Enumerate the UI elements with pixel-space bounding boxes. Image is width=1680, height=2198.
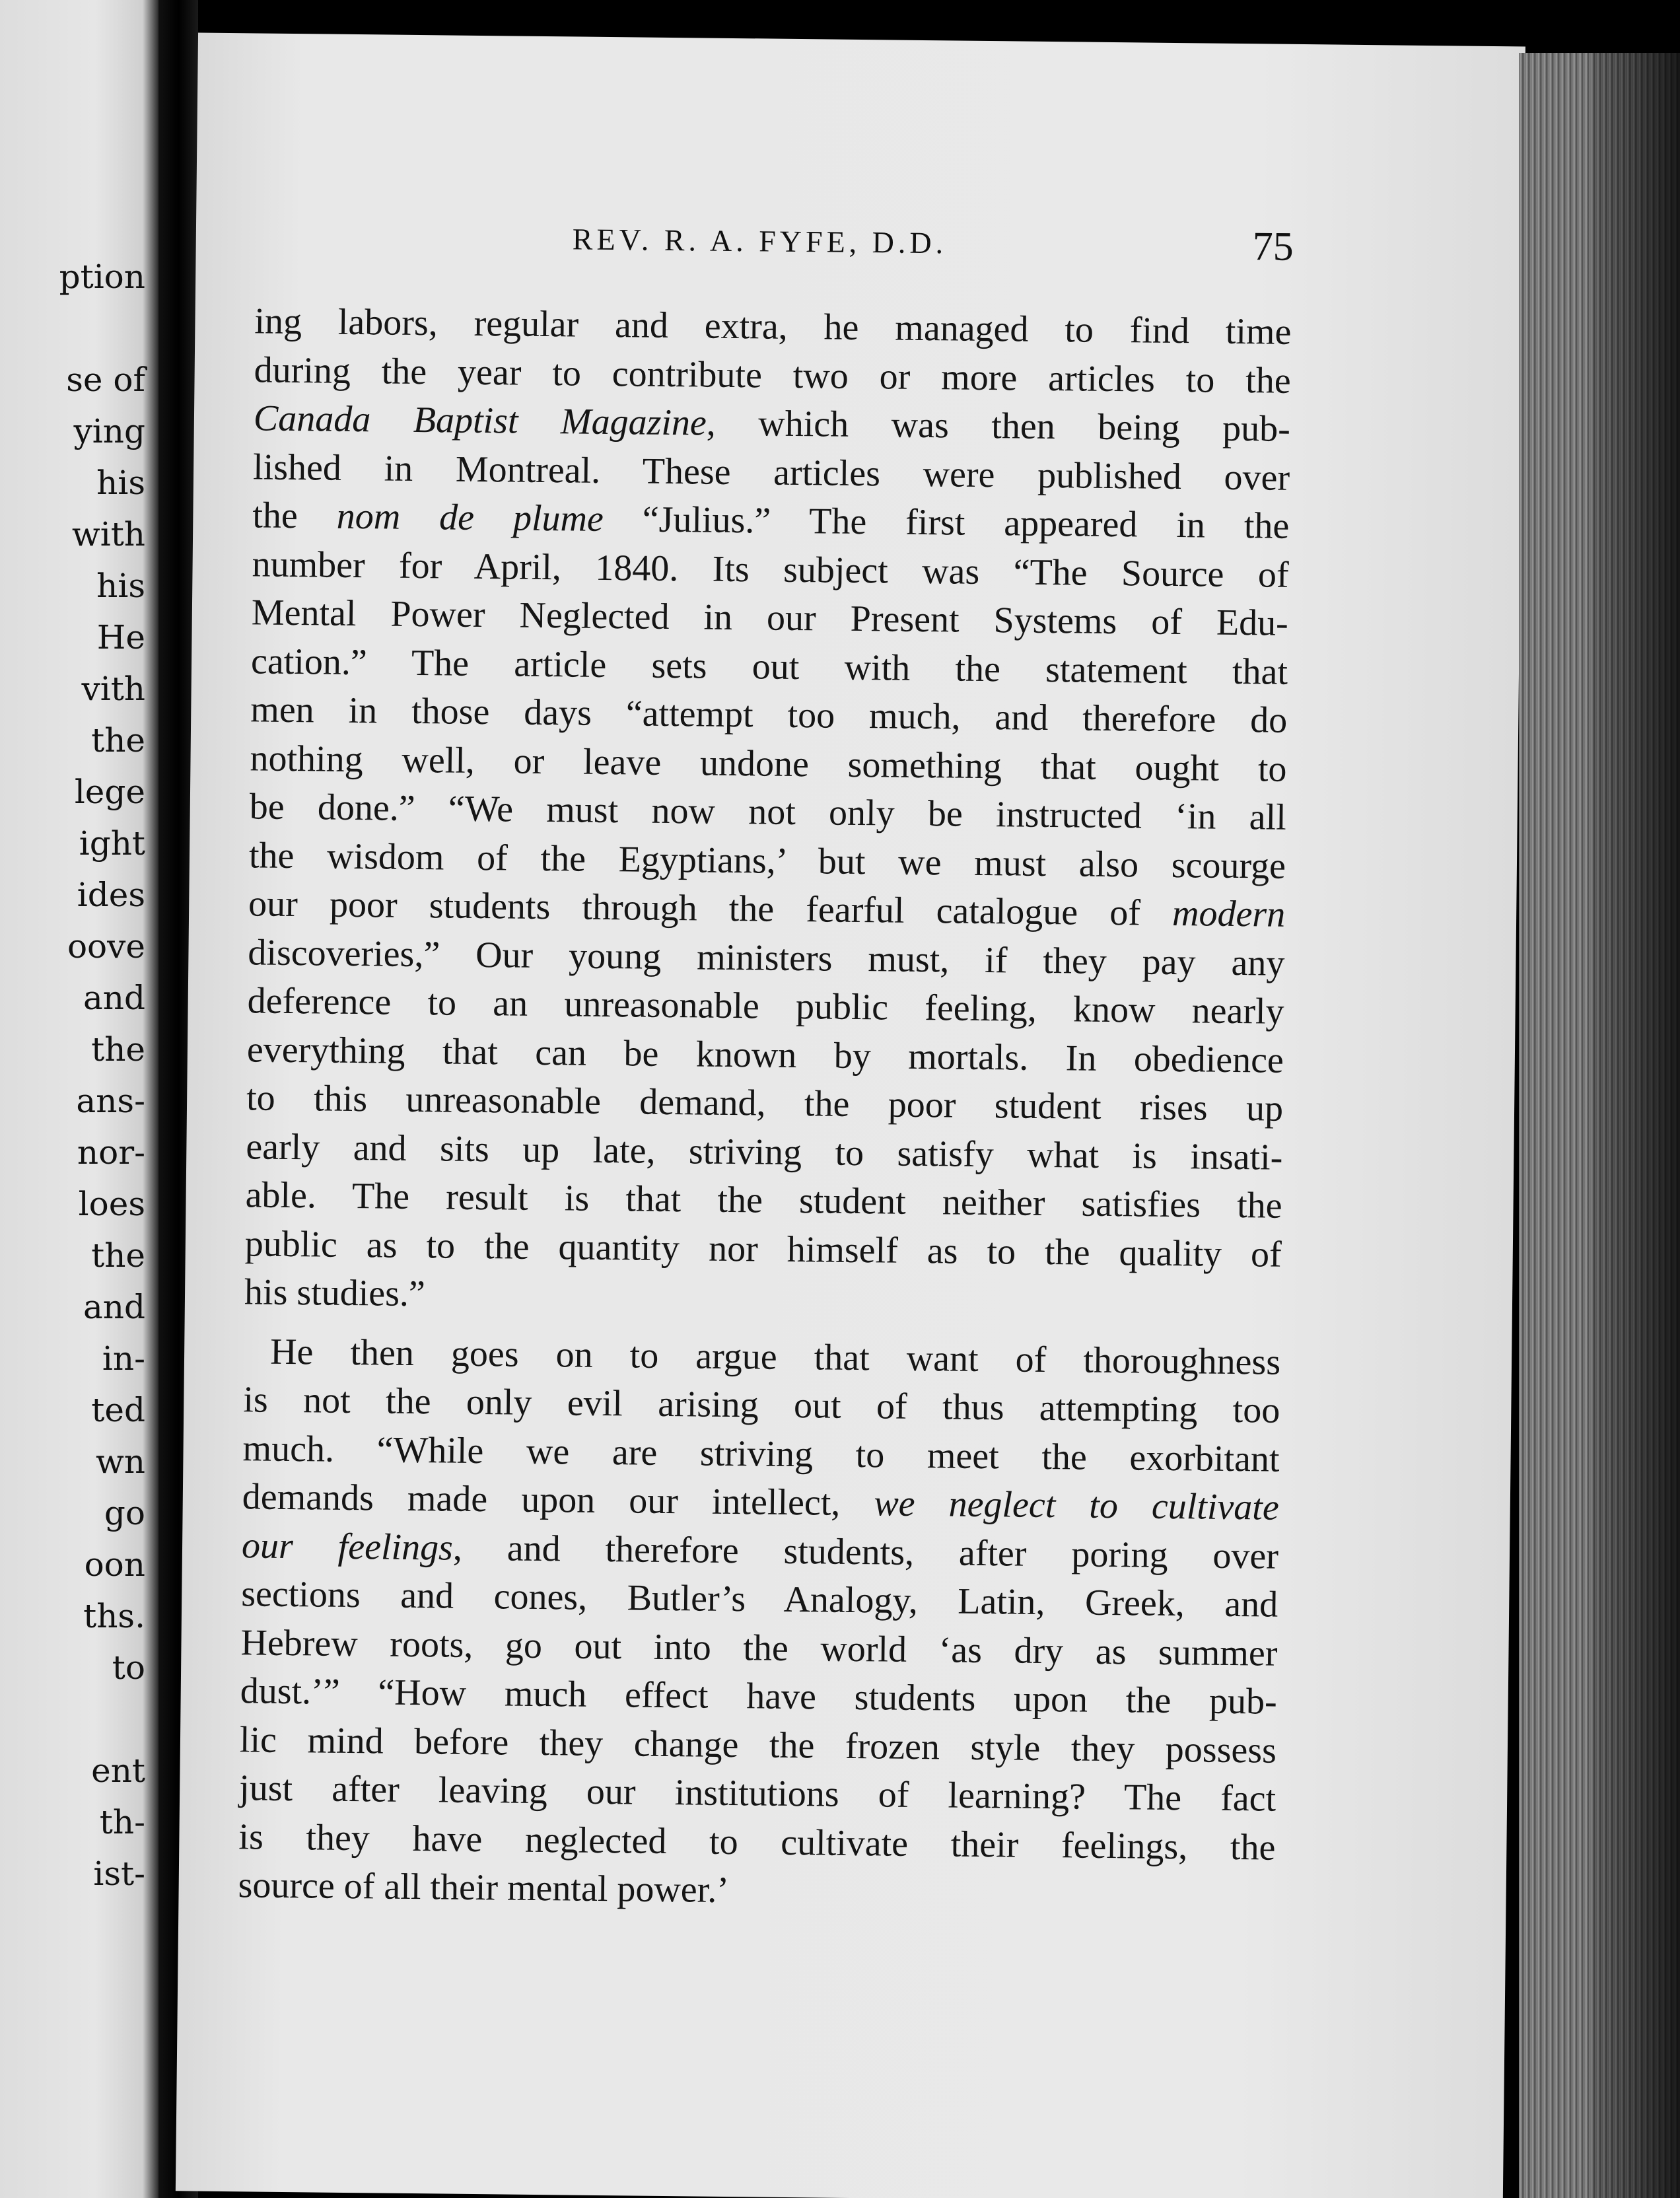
left-page-line-fragment: ans- (76, 1082, 145, 1120)
text-line: everything that can be known by mortals. In obedience (246, 1028, 1284, 1081)
text-line: our poor students through the fearful catalogue of modern (248, 883, 1286, 935)
previous-page-fragment (0, 0, 158, 2198)
left-page-line-fragment: and (83, 979, 145, 1017)
left-page-line-fragment: the (91, 721, 145, 760)
left-page-line-fragment: ption (59, 258, 145, 296)
text-line: public as to the quantity nor himself as to the quality of (244, 1223, 1282, 1275)
page-body (238, 297, 1291, 1921)
text-line: He then goes on to argue that want of thoroughness (269, 1331, 1281, 1383)
left-page-line-fragment: and (83, 1288, 145, 1326)
text-line: sections and cones, Butler’s Analogy, Latin, Greek, and (240, 1573, 1278, 1625)
left-page-line-fragment: his (96, 567, 145, 605)
left-page-line-fragment: lege (74, 773, 145, 811)
left-page-line-fragment: with (71, 515, 145, 553)
left-page-line-fragment: to (112, 1648, 145, 1687)
left-page-line-fragment: his (96, 464, 145, 502)
text-line: his studies.” (244, 1271, 426, 1315)
text-line: cation.” The article sets out with the statement that (250, 640, 1288, 693)
text-line: is they have neglected to cultivate their feelings, the (238, 1816, 1276, 1868)
text-line: just after leaving our institutions of learning? The fact (238, 1767, 1277, 1820)
text-line: the wisdom of the Egyptians,’ but we must also scourge (248, 834, 1286, 887)
running-head: REV. R. A. FYFE, D.D. (572, 222, 948, 260)
text-line: deference to an unreasonable public feeling, know nearly (247, 980, 1284, 1032)
text-line: is not the only evil arising out of thus attempting too (243, 1379, 1280, 1431)
text-line: to this unreasonable demand, the poor student rises up (246, 1077, 1284, 1129)
left-page-line-fragment: ted (91, 1391, 145, 1429)
text-line: ing labors, regular and extra, he managed to find time (254, 301, 1292, 353)
paragraph-1 (244, 297, 1292, 1328)
text-line: discoveries,” Our young ministers must, if they pay any (248, 931, 1285, 984)
left-page-line-fragment: wn (96, 1442, 145, 1481)
left-page-line-fragment: ight (79, 824, 145, 863)
text-line: much. “While we are striving to meet the exorbitant (242, 1427, 1280, 1480)
page-number: 75 (1252, 224, 1294, 269)
text-line: the nom de plume “Julius.” The first appeared in the (252, 495, 1290, 547)
text-line: Hebrew roots, go out into the world ‘as dry as summer (240, 1621, 1278, 1674)
left-page-line-fragment: loes (78, 1185, 145, 1223)
book-fore-edge-shadow (1592, 53, 1680, 2198)
text-line: dust.’” “How much effect have students upon the pub- (240, 1670, 1278, 1722)
text-line: source of all their mental power.’ (238, 1864, 730, 1911)
left-page-line-fragment: vith (81, 670, 145, 708)
text-line: lished in Montreal. These articles were published over (252, 446, 1290, 499)
left-page-line-fragment: ths. (83, 1597, 145, 1635)
left-page-line-fragment: se of (66, 361, 145, 399)
text-line: lic mind before they change the frozen style they possess (239, 1719, 1277, 1771)
text-line: demands made upon our intellect, we neglect to cultivate (242, 1476, 1280, 1528)
text-line: nothing well, or leave undone something that ought to (250, 737, 1287, 790)
text-line: be done.” “We must now not only be instructed ‘in all (249, 786, 1287, 838)
left-page-line-fragment: ying (73, 412, 145, 450)
left-page-line-fragment: ent (91, 1752, 145, 1790)
left-page-line-fragment: go (104, 1494, 145, 1532)
left-page-line-fragment: ides (77, 876, 145, 914)
text-line: early and sits up late, striving to satisfy what is insati- (246, 1125, 1283, 1178)
left-page-line-fragment: th- (99, 1803, 145, 1841)
text-line: Mental Power Neglected in our Present Systems of Edu- (251, 592, 1289, 644)
text-line: able. The result is that the student neither satisfies the (245, 1174, 1282, 1226)
left-page-line-fragment: oon (84, 1545, 145, 1584)
left-page-line-fragment: the (91, 1030, 145, 1069)
book-page (176, 32, 1525, 2198)
text-line: number for April, 1840. Its subject was “The Source of (252, 543, 1289, 596)
left-page-line-fragment: oove (67, 927, 145, 966)
text-line: our feelings, and therefore students, after poring over (241, 1524, 1279, 1577)
left-page-line-fragment: nor- (77, 1133, 145, 1172)
paragraph-2 (238, 1328, 1280, 1921)
left-page-line-fragment: the (91, 1236, 145, 1275)
text-line: men in those days “attempt too much, and therefore do (250, 689, 1288, 741)
text-line: Canada Baptist Magazine, which was then being pub- (253, 398, 1291, 450)
left-page-line-fragment: ist- (93, 1855, 145, 1893)
text-line: during the year to contribute two or more articles to the (254, 349, 1291, 402)
left-page-line-fragment: He (96, 618, 145, 656)
left-page-line-fragment: in- (102, 1339, 145, 1378)
